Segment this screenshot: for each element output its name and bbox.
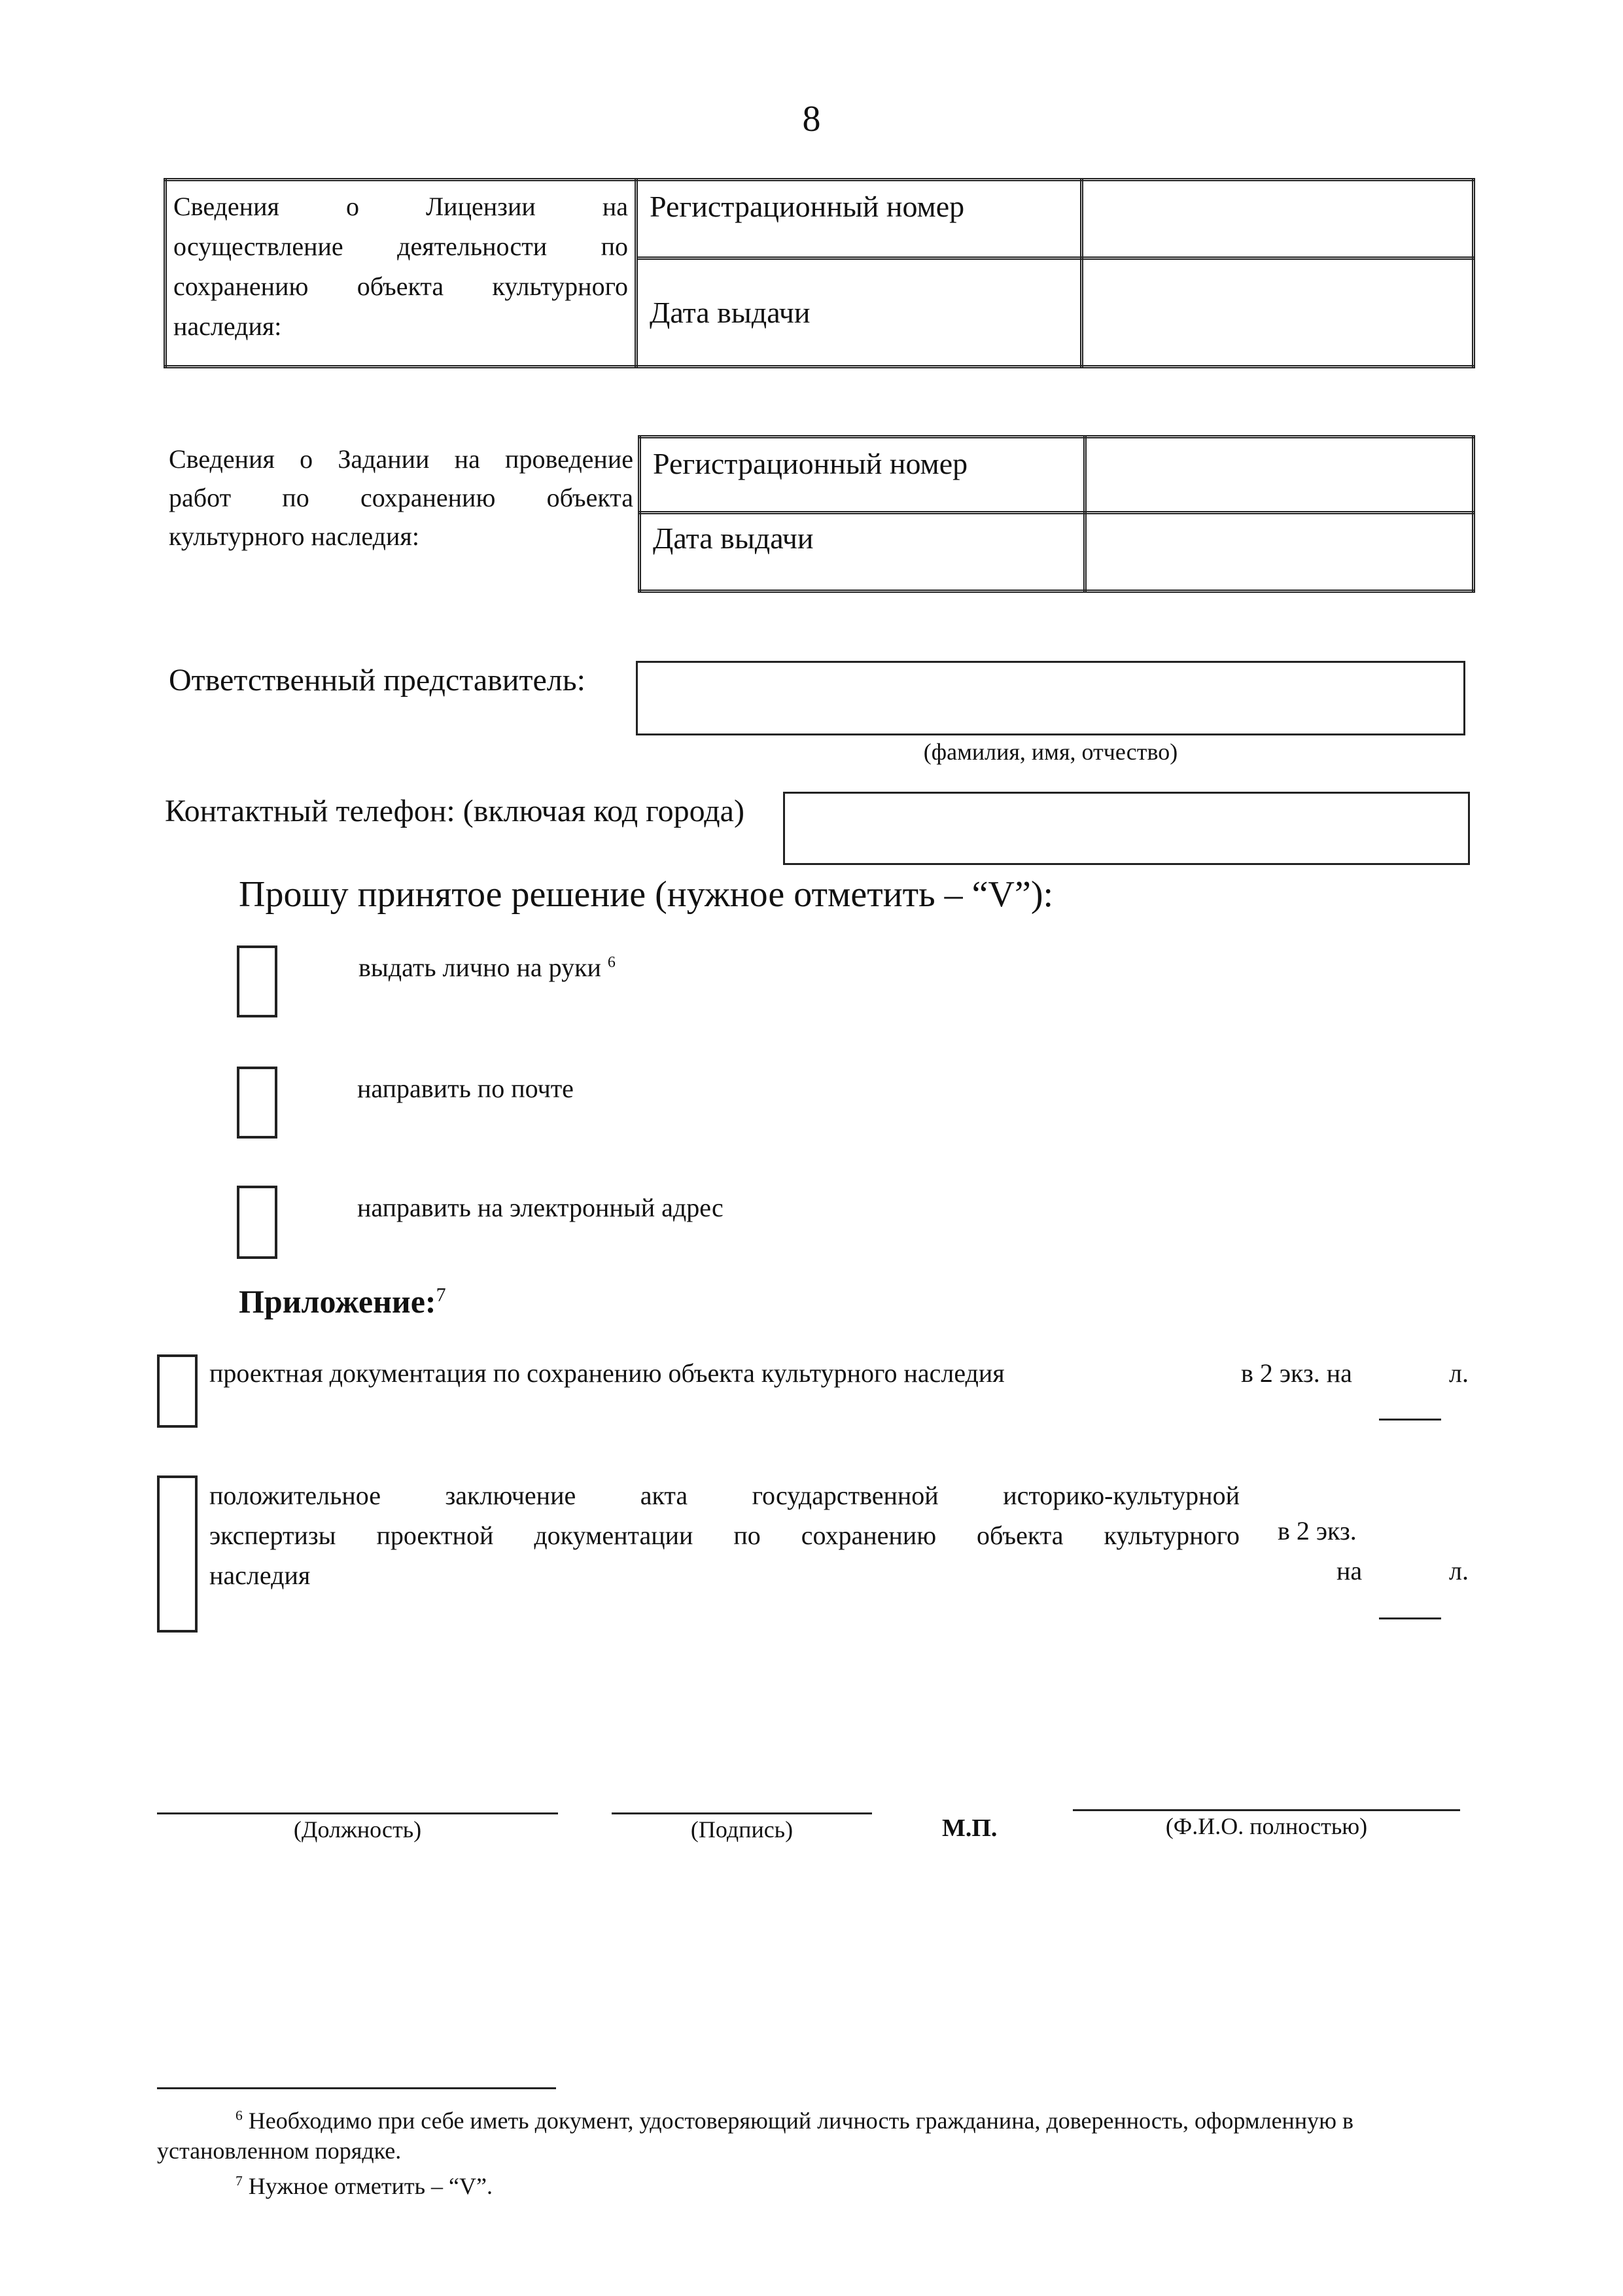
appendix-item1-sheets-blank[interactable] [1379,1419,1441,1421]
license-issue-date-label: Дата выдачи [637,258,1082,367]
task-label-line: Сведения о Задании на проведение [169,444,633,474]
appendix-item1-sheets: л. [1449,1358,1469,1388]
position-line[interactable] [157,1812,558,1814]
license-issue-date-field[interactable] [1082,258,1474,367]
option-by-mail-checkbox[interactable] [237,1067,277,1139]
fullname-line[interactable] [1073,1809,1460,1811]
appendix-item2-on: на [1336,1556,1363,1585]
option-email-checkbox[interactable] [237,1186,277,1259]
representative-caption: (фамилия, имя, отчество) [923,739,1178,765]
footnote-6-line1 [157,2100,1465,2136]
appendix-item2-text [209,1475,1240,1595]
license-table [164,178,1475,368]
appendix-item2-line: экспертизы проектной документации по сохранению объекта культурного [209,1521,1240,1550]
task-reg-number-field[interactable] [1085,437,1474,513]
fullname-caption: (Ф.И.О. полностью) [1165,1813,1368,1839]
license-label [166,180,637,367]
page-number: 8 [802,99,821,139]
footnote-7 [157,2166,1465,2201]
phone-field[interactable] [783,792,1470,865]
footnote-7-num: 7 [236,2173,243,2189]
footnote-7-text: Нужное отметить – “V”. [248,2173,493,2199]
footnote-6-text2: установленном порядке. [157,2138,402,2164]
option-by-mail-label: направить по почте [357,1074,574,1103]
appendix-item2-line: положительное заключение акта государственной историко-культурной [209,1481,1240,1510]
option-in-person-label [358,952,616,983]
footnote-6-text1: Необходимо при себе иметь документ, удостоверяющий личность гражданина, доверенность, оформленную в [248,2108,1353,2134]
representative-field[interactable] [636,661,1465,735]
task-table [638,435,1475,593]
footnote-6-num: 6 [236,2108,243,2123]
sign-caption: (Подпись) [690,1816,794,1843]
license-label-line: осуществление деятельности по [173,232,628,261]
option-in-person-checkbox[interactable] [237,945,277,1017]
task-issue-date-label: Дата выдачи [640,513,1085,592]
footnote-separator [157,2087,556,2089]
appendix-item2-line: наследия [209,1561,311,1590]
phone-label: Контактный телефон: (включая код города) [165,794,744,828]
license-label-line: наследия: [173,311,282,341]
stamp-label: М.П. [942,1814,998,1842]
option-email-label: направить на электронный адрес [357,1193,724,1222]
position-caption: (Должность) [293,1816,422,1843]
task-label [169,440,633,556]
appendix-item2-sheets-blank[interactable] [1379,1617,1441,1619]
task-label-line: культурного наследия: [169,521,419,551]
license-label-line: Сведения о Лицензии на [173,192,628,221]
license-reg-number-label: Регистрационный номер [637,180,1082,258]
task-label-line: работ по сохранению объекта [169,483,633,512]
task-reg-number-label: Регистрационный номер [640,437,1085,513]
appendix-title-text: Приложение: [239,1283,436,1320]
decision-title: Прошу принятое решение (нужное отметить – “V”): [239,874,1054,915]
task-issue-date-field[interactable] [1085,513,1474,592]
appendix-item1-copies: в 2 экз. на [1241,1358,1352,1388]
appendix-title [239,1282,446,1320]
appendix-item1-text: проектная документация по сохранению объекта культурного наследия [209,1358,1005,1388]
appendix-item2-copies: в 2 экз. [1278,1516,1357,1545]
sign-line[interactable] [612,1812,872,1814]
option-in-person-text: выдать лично на руки [358,953,601,982]
footnote-ref-7: 7 [436,1284,446,1306]
footnote-6 [157,2100,1465,2201]
appendix-item1-checkbox[interactable] [157,1354,198,1428]
representative-label: Ответственный представитель: [169,663,585,698]
footnote-ref-6: 6 [607,953,616,971]
appendix-item2-checkbox[interactable] [157,1475,198,1633]
appendix-item2-sheets: л. [1449,1556,1469,1585]
license-reg-number-field[interactable] [1082,180,1474,258]
license-label-line: сохранению объекта культурного [173,272,628,301]
